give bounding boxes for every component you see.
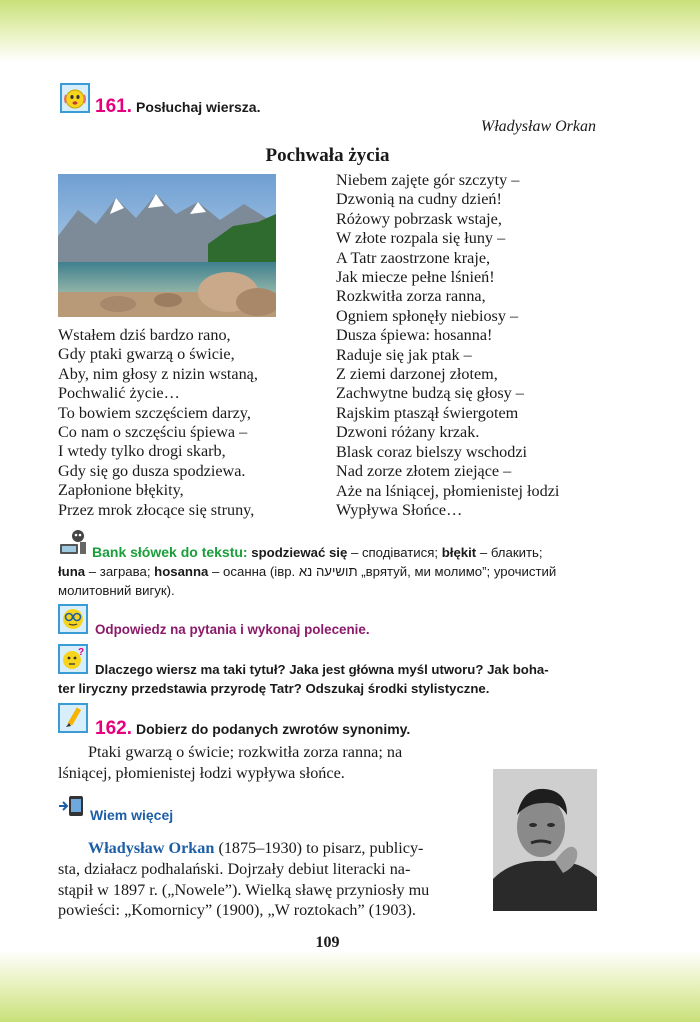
poem-line: Co nam o szczęściu śpiewa – xyxy=(58,423,248,442)
glasses-icon xyxy=(58,604,88,634)
vocab-line-3: молитовний вигук). xyxy=(58,583,175,598)
poem-line: Rozkwitła zorza ranna, xyxy=(336,287,486,306)
vocab-line-1 xyxy=(92,543,543,562)
vocab-word: hosanna xyxy=(154,564,209,579)
poem-title: Pochwała życia xyxy=(265,145,390,166)
bio-line-3: stąpił w 1897 r. („Nowele”). Wielką sławę przyniosły mu xyxy=(58,881,430,899)
poem-line: Gdy się go dusza spodziewa. xyxy=(58,461,246,480)
poem-line: Nad zorze złotem ziejące – xyxy=(336,462,512,481)
vocab-translation: – осанна (івр. תושיעה נא „врятуй, ми молимо”; урочистий xyxy=(208,564,557,579)
exercise-number: 161. xyxy=(95,96,132,117)
ex162-line-1: Ptaki gwarzą o świcie; rozkwitła zorza ranna; na xyxy=(88,743,403,761)
poem-line: Zachwytne budzą się głosy – xyxy=(336,384,524,403)
pencil-icon xyxy=(58,703,88,733)
poem-line: Dzwonią na cudny dzień! xyxy=(336,190,502,209)
poem-line: Zapłonione błękity, xyxy=(58,481,184,500)
poem-line: To bowiem szczęściem darzy, xyxy=(58,403,251,422)
poem-line: Pochwalić życie… xyxy=(58,384,180,403)
wiem-wiecej-heading: Wiem więcej xyxy=(90,807,174,823)
exercise-161-header xyxy=(95,96,260,118)
mountain-lake-photo xyxy=(58,174,276,317)
poem-line: Przez mrok złocące się struny, xyxy=(58,500,255,519)
poem-line: Rajskim ptaszął świergotem xyxy=(336,403,519,422)
poem-line: Różowy pobrzask wstaje, xyxy=(336,209,502,228)
computer-reader-icon xyxy=(58,528,88,556)
author-name: Władysław Orkan xyxy=(88,839,215,857)
vocab-translation: – блакить; xyxy=(476,545,543,560)
vocab-word: łuna xyxy=(58,564,86,579)
poem-left-stanza xyxy=(58,326,258,520)
poem-line: I wtedy tylko drogi skarb, xyxy=(58,442,226,461)
svg-text:?: ? xyxy=(78,647,85,658)
vocab-word: błękit xyxy=(441,545,477,560)
ex162-line-2: lśniącej, płomienistej łodzi wypływa słońce. xyxy=(58,764,345,782)
poem-line: Wstałem dziś bardzo rano, xyxy=(58,326,231,344)
listen-icon xyxy=(60,83,90,113)
poem-line: Ogniem spłonęły niebiosy – xyxy=(336,306,519,325)
exercise-instruction: Posłuchaj wiersza. xyxy=(135,99,261,115)
exercise-number: 162. xyxy=(95,718,132,739)
poem-line: A Tatr zaostrzone kraje, xyxy=(336,248,491,267)
vocab-translation: – сподіватися; xyxy=(347,545,442,560)
poem-line: Aże na lśniącej, płomienistej łodzi xyxy=(336,481,560,500)
orkan-portrait-photo xyxy=(493,769,597,911)
poem-line: Raduje się jak ptak – xyxy=(336,345,472,364)
bio-line-4: powieści: „Komornicy” (1900), „W roztokach” (1903). xyxy=(58,901,416,919)
bio-line-1 xyxy=(88,838,423,859)
bio-line-2: sta, działacz podhalański. Dojrzały debiut literacki na- xyxy=(58,860,411,878)
vocab-heading: Bank słówek do tekstu: xyxy=(92,544,248,560)
poem-line: Z ziemi darzonej złotem, xyxy=(336,365,498,384)
page-number: 109 xyxy=(315,934,340,951)
poem-line: Blask coraz bielszy wschodzi xyxy=(336,442,528,461)
poem-line: Dusza śpiewa: hosanna! xyxy=(336,326,493,345)
vocab-word: spodziewać się xyxy=(251,545,348,560)
poem-line: Niebem zajęte gór szczyty – xyxy=(336,171,520,189)
poem-line: Dzwoni różany krzak. xyxy=(336,423,480,442)
tablet-info-icon xyxy=(58,794,86,818)
answer-prompt: Odpowiedz na pytania i wykonaj polecenie. xyxy=(95,622,370,637)
question-line-2: ter liryczny przedstawia przyrodę Tatr? Odszukaj środki stylistyczne. xyxy=(58,681,490,696)
exercise-162-header xyxy=(95,718,410,740)
thinking-face-icon xyxy=(58,644,88,674)
top-decorative-band xyxy=(0,0,700,62)
bio-text: (1875–1930) to pisarz, publicy- xyxy=(214,839,424,857)
poem-line: Jak miecze pełne lśnień! xyxy=(336,268,495,287)
poem-line: Wypływa Słońce… xyxy=(336,500,463,519)
vocab-line-2 xyxy=(58,562,556,581)
vocab-translation: – заграва; xyxy=(85,564,155,579)
poem-author: Władysław Orkan xyxy=(480,118,596,135)
poem-right-stanza xyxy=(336,171,559,520)
question-line-1: Dlaczego wiersz ma taki tytuł? Jaka jest główna myśl utworu? Jak boha- xyxy=(95,662,549,677)
poem-line: Gdy ptaki gwarzą o świcie, xyxy=(58,345,235,364)
exercise-instruction: Dobierz do podanych zwrotów synonimy. xyxy=(135,721,411,737)
bottom-decorative-band xyxy=(0,950,700,1022)
poem-line: Aby, nim głosy z nizin wstaną, xyxy=(58,364,258,383)
poem-line: W złote rozpala się łuny – xyxy=(336,229,506,248)
